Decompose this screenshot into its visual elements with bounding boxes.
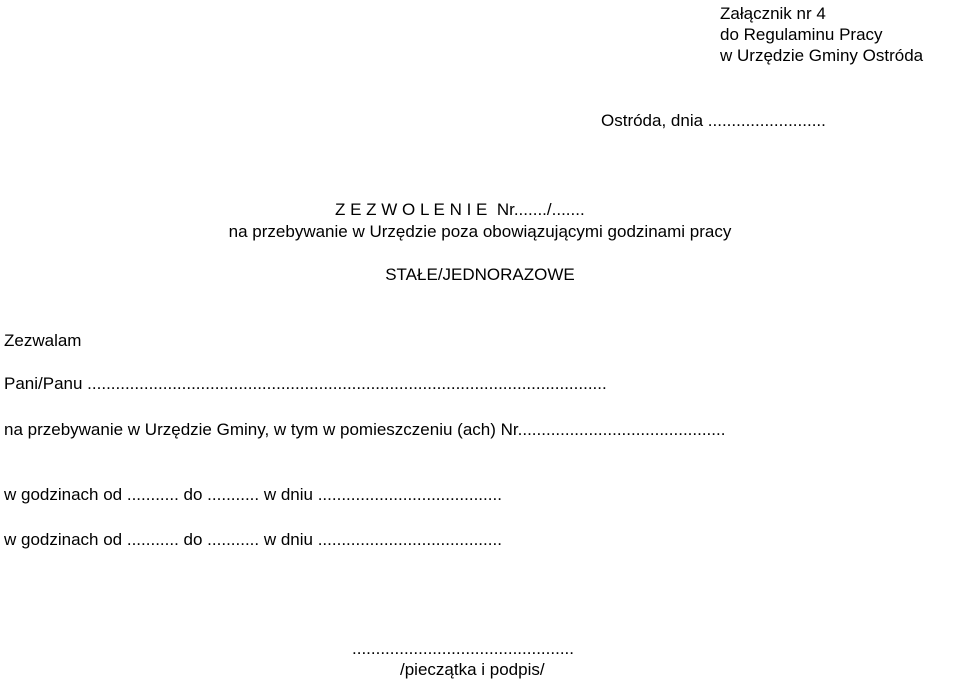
permit-type: STAŁE/JEDNORAZOWE xyxy=(385,265,575,284)
room-field: na przebywanie w Urzędzie Gminy, w tym w pomieszczeniu (ach) Nr............................................ xyxy=(4,420,726,439)
hours-field-2: w godzinach od ........... do ........... w dniu ....................................... xyxy=(4,530,502,549)
signature-line: ............................................... xyxy=(352,639,574,658)
office-reference: w Urzędzie Gminy Ostróda xyxy=(720,46,924,65)
person-field: Pani/Panu .............................................................................................................. xyxy=(4,374,607,393)
regulation-reference: do Regulaminu Pracy xyxy=(720,25,883,44)
signature-label: /pieczątka i podpis/ xyxy=(400,660,545,679)
document-title: Z E Z W O L E N I E Nr......./....... xyxy=(335,200,585,219)
permit-statement: Zezwalam xyxy=(4,331,82,350)
document-subtitle: na przebywanie w Urzędzie poza obowiązującymi godzinami pracy xyxy=(228,222,732,241)
place-and-date: Ostróda, dnia ......................... xyxy=(601,111,826,130)
hours-field-1: w godzinach od ........... do ........... w dniu ....................................... xyxy=(4,485,502,504)
attachment-number: Załącznik nr 4 xyxy=(720,4,826,23)
